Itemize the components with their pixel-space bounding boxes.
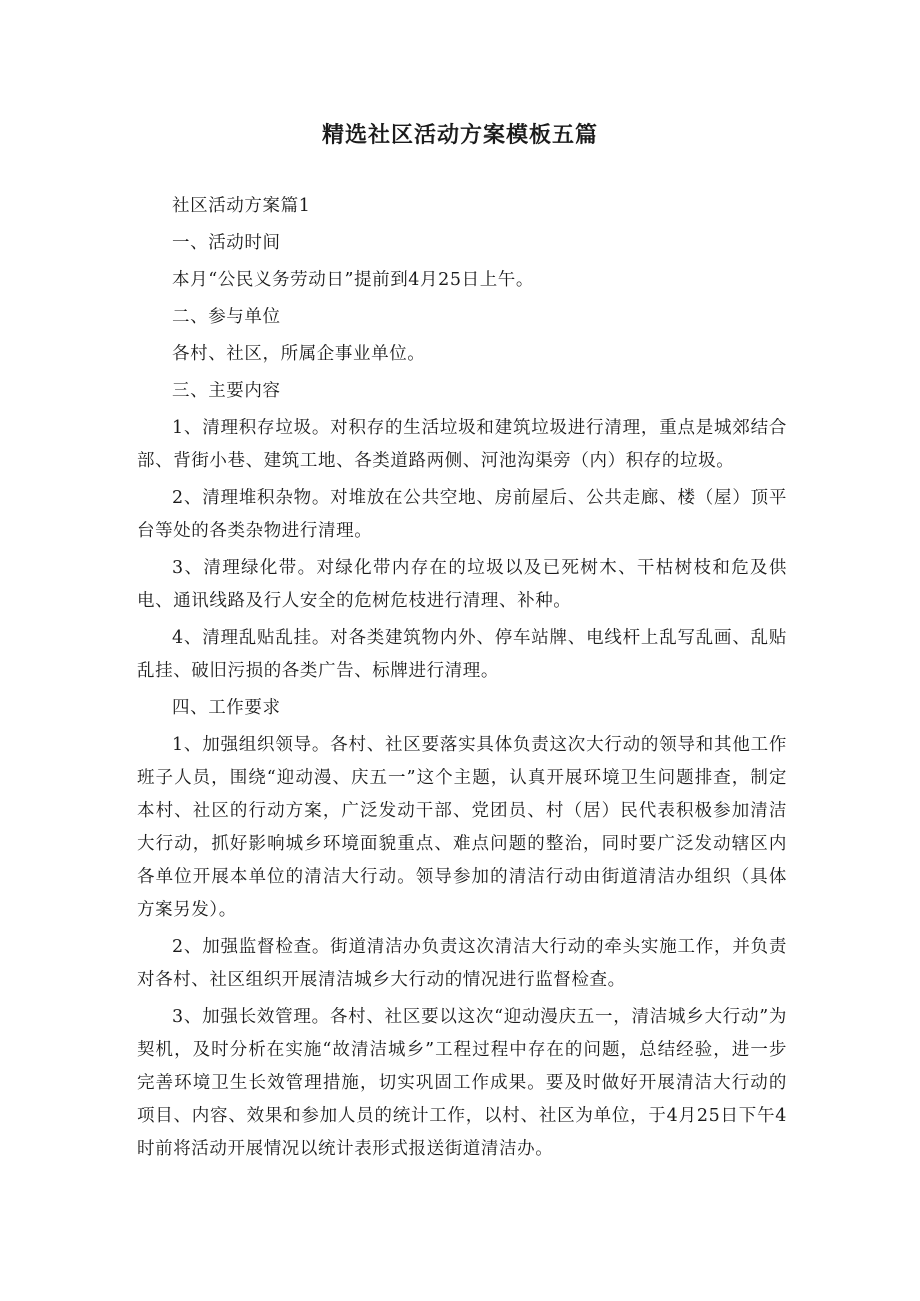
section-heading: 二、参与单位: [172, 307, 281, 327]
section-heading: 社区活动方案篇1: [172, 196, 311, 216]
paragraph: 3、清理绿化带。对绿化带内存在的垃圾以及已死树木、干枯树枝和危及供电、通讯线路及行人安全的危树危枝进行清理、补种。: [137, 558, 787, 611]
paragraph: 1、清理积存垃圾。对积存的生活垃圾和建筑垃圾进行清理，重点是城郊结合部、背街小巷、建筑工地、各类道路两侧、河池沟渠旁（内）积存的垃圾。: [137, 418, 787, 471]
document-body: [137, 190, 787, 1170]
paragraph: 2、清理堆积杂物。对堆放在公共空地、房前屋后、公共走廊、楼（屋）顶平台等处的各类杂物进行清理。: [137, 488, 787, 541]
paragraph: 本月“公民义务劳动日”提前到4月25日上午。: [172, 270, 534, 290]
document-title: 精选社区活动方案模板五篇: [321, 123, 598, 148]
section-heading: 一、活动时间: [172, 233, 281, 253]
paragraph: 2、加强监督检查。街道清洁办负责这次清洁大行动的牵头实施工作，并负责对各村、社区组织开展清洁城乡大行动的情况进行监督检查。: [137, 937, 787, 990]
section-heading: 三、主要内容: [172, 381, 281, 401]
section-heading: 四、工作要求: [172, 698, 281, 718]
paragraph: 1、加强组织领导。各村、社区要落实具体负责这次大行动的领导和其他工作班子人员，围绕“迎动漫、庆五一”这个主题，认真开展环境卫生问题排查，制定本村、社区的行动方案，广泛发动干部、党团员、村（居）民代表积极参加清洁大行动，抓好影响城乡环境面貌重点、难点问题的整治，同时要广泛发动辖区内各单位开展本单位的清洁大行动。领导参加的清洁行动由街道清洁办组织（具体方案另发）。: [137, 735, 787, 920]
paragraph: 3、加强长效管理。各村、社区要以这次“迎动漫庆五一，清洁城乡大行动”为契机，及时分析在实施“故清洁城乡”工程过程中存在的问题，总结经验，进一步完善环境卫生长效管理措施，切实巩固工作成果。要及时做好开展清洁大行动的项目、内容、效果和参加人员的统计工作，以村、社区为单位，于4月25日下午4时前将活动开展情况以统计表形式报送街道清洁办。: [137, 1007, 787, 1159]
paragraph: 各村、社区，所属企事业单位。: [172, 344, 426, 364]
paragraph: 4、清理乱贴乱挂。对各类建筑物内外、停车站牌、电线杆上乱写乱画、乱贴乱挂、破旧污损的各类广告、标牌进行清理。: [137, 628, 787, 681]
